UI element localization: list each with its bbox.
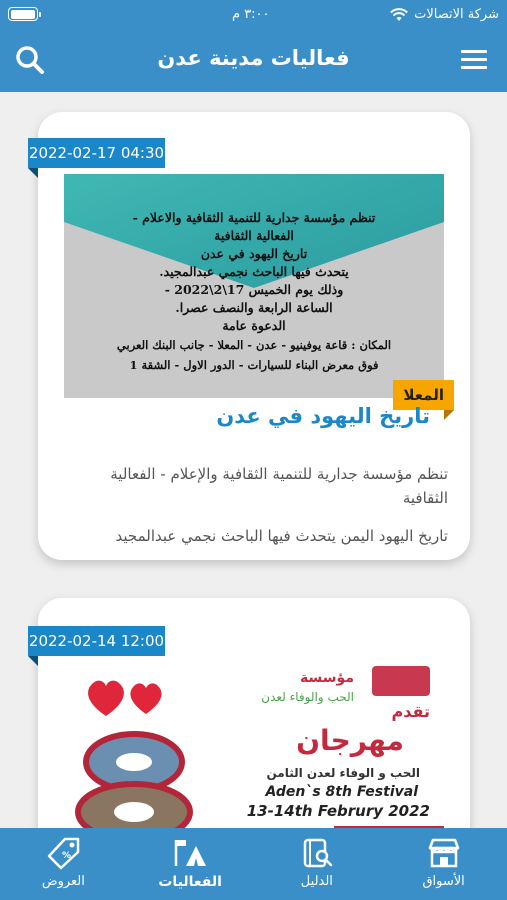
event-description — [64, 462, 448, 545]
poster-line: الساعة الرابعة والنصف عصرا. — [175, 300, 333, 315]
poster-line: تاريخ اليهود في عدن — [200, 246, 308, 261]
poster-line: تنظم مؤسسة جدارية للتنمية الثقافية والاعلام - — [132, 210, 376, 225]
poster-presents: تقدم — [391, 702, 430, 721]
wifi-icon — [390, 8, 408, 22]
poster-line: الدعوة عامة — [222, 318, 286, 333]
app-bar — [0, 30, 507, 92]
events-icon — [172, 836, 208, 870]
event-date-badge: 2022-02-14 12:00 — [28, 626, 165, 656]
event-card[interactable] — [28, 598, 470, 858]
poster-line: وذلك يوم الخميس 17\2\2022 - — [164, 282, 344, 297]
poster-org-sub: الحب والوفاء لعدن — [261, 690, 354, 704]
status-time: ٣:٠٠ م — [232, 7, 270, 22]
poster-english-line2: 13-14th Februry 2022 — [246, 802, 430, 820]
poster-festival-name: مهرجان — [296, 724, 404, 757]
carrier-name: شركة الاتصالات — [414, 7, 499, 22]
poster-english-line1: Aden`s 8th Festival — [265, 784, 418, 800]
org-logo — [372, 666, 430, 696]
tab-label: العروض — [41, 874, 85, 889]
bottom-tab-bar — [0, 828, 507, 900]
status-carrier-group — [390, 7, 499, 22]
event-title[interactable]: تاريخ اليهود في عدن — [216, 404, 430, 428]
tab-events[interactable] — [127, 828, 254, 900]
poster-org: مؤسسة — [300, 670, 354, 686]
poster-line: فوق معرض البناء للسيارات - الدور الاول - الشقة 1 — [129, 358, 379, 372]
number-eight-graphic — [74, 732, 194, 842]
event-card[interactable] — [28, 112, 470, 560]
tab-label: الفعاليات — [158, 874, 222, 890]
poster-line: المكان : قاعة يوفينيو - عدن - المعلا - جانب البنك العربي — [116, 338, 392, 352]
tab-label: الأسواق — [422, 874, 465, 889]
event-poster-image — [64, 174, 444, 398]
status-bar — [0, 0, 507, 30]
svg-text:%: % — [62, 851, 72, 861]
tab-guide[interactable] — [254, 828, 381, 900]
poster-line: الفعالية الثقافية — [214, 228, 294, 243]
events-list[interactable] — [0, 92, 507, 828]
page-title: فعاليات مدينة عدن — [157, 46, 350, 70]
area-badge: المعلا — [393, 380, 454, 410]
poster-festival-sub: الحب و الوفاء لعدن الثامن — [266, 766, 420, 780]
tab-markets[interactable] — [380, 828, 507, 900]
markets-store-icon — [426, 836, 462, 870]
poster-line: يتحدث فيها الباحث نجمي عبدالمجيد. — [159, 264, 349, 279]
tab-label: الدليل — [300, 874, 333, 889]
offers-tag-icon — [45, 836, 81, 870]
menu-icon[interactable] — [461, 50, 487, 70]
battery-icon — [8, 7, 38, 21]
tab-offers[interactable] — [0, 828, 127, 900]
event-description-more: تاريخ اليهود اليمن يتحدث فيها الباحث نجمي عبدالمجيد — [115, 527, 448, 545]
guide-icon — [299, 836, 335, 870]
event-description-text: تنظم مؤسسة جدارية للتنمية الثقافية والإعلام - الفعالية الثقافية — [110, 465, 448, 507]
event-date-badge: 2022-02-17 04:30 — [28, 138, 165, 168]
hearts-icon — [84, 672, 174, 722]
